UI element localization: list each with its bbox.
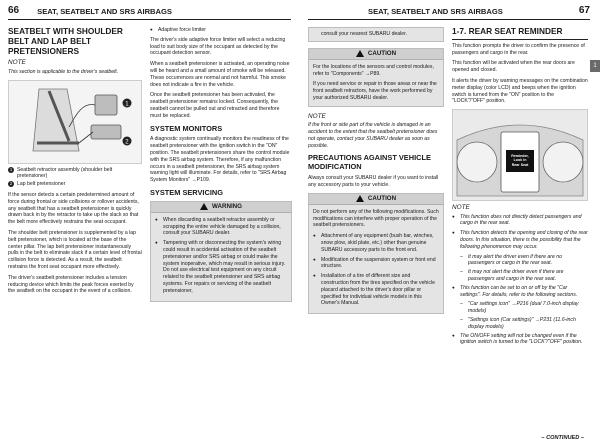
svg-text:2: 2	[125, 139, 129, 146]
caption-number-2: 2	[9, 181, 13, 187]
caution-bullet: ● Modification of the suspension system or front end structure.	[313, 257, 439, 271]
reminder-p3: It alerts the driver by warning messages on the combination meter display (color LCD) and beeps when the ignition switch is turned from the "ON" position to the "LOCK"/"OFF" position.	[452, 77, 588, 105]
left-page-header	[8, 0, 291, 20]
note-damage-text: If the front or side part of the vehicle is damaged in an accident to the extent that the seatbelt pretensioner does not operate, contact your SUBARU dealer as soon as possible.	[308, 122, 438, 149]
note-sub-item: – It may not alert the driver even if there are passengers and cargo in the rear seat.	[452, 269, 588, 283]
note-label: NOTE	[452, 204, 470, 212]
note-label: NOTE	[8, 59, 26, 67]
caution-header	[309, 49, 443, 60]
warning-box	[150, 201, 292, 302]
bullet-adaptive-force-limiter: ● Adaptive force limiter	[150, 27, 292, 34]
svg-text:1: 1	[125, 101, 129, 108]
left-column-1	[8, 27, 142, 299]
paragraph-tension-reducing: The driver's seatbelt pretensioner includes a tension reducing device which limits the peak forces exerted by the seatbelt on the occupant in the event of a collision.	[8, 274, 134, 295]
warning-header	[151, 202, 291, 213]
warning-label: WARNING	[212, 202, 242, 210]
caption-number-1: 1	[9, 166, 13, 172]
note-sub-item: – It may alert the driver even if there are no passengers or cargo in the rear seat.	[452, 254, 588, 268]
caption-retractor	[8, 167, 142, 181]
caution-service-text: If you need service or repair in those areas or near the front seatbelt retractors, have the work performed by your authorized SUBARU dealer.	[313, 81, 437, 101]
continued-footer: – CONTINUED –	[541, 435, 584, 441]
right-page	[300, 0, 600, 447]
paragraph-activation-noise: When a seatbelt pretensioner is activated, an operating noise will be heard and a small amount of smoke will be released. These occurrences are normal and not harmful. This smoke does not indicate a fire in the vehicle.	[150, 61, 290, 88]
system-monitors-title: SYSTEM MONITORS	[150, 123, 223, 133]
caution-icon	[356, 195, 364, 202]
display-line-1: Reminder,	[511, 154, 529, 159]
meter-display-illustration	[452, 109, 588, 201]
caution-label: CAUTION	[367, 194, 397, 202]
chapter-tab: 1	[590, 60, 600, 72]
caption-lap-belt-text: Lap belt pretensioner	[17, 181, 66, 188]
display-line-3: Rear Seat	[511, 162, 529, 167]
right-column-3	[308, 27, 444, 320]
note-sub-item: – "Car settings icon" →P216 (dual 7.0-inch display models)	[452, 301, 588, 315]
right-page-header	[308, 0, 590, 20]
section-title-pretensioners: SEATBELT WITH SHOULDER BELT AND LAP BELT PRETENSIONERS	[8, 26, 123, 56]
warning-bullet: ● When discarding a seatbelt retractor assembly or scrapping the entire vehicle damaged by a collision, consult your SUBARU dealer.	[155, 217, 287, 237]
caution-label: CAUTION	[367, 49, 397, 57]
note-label: NOTE	[308, 112, 326, 120]
caution-sensors-text: For the locations of the sensors and control modules, refer to "Components" →P89.	[313, 63, 434, 77]
note-bullet: ● The ON/OFF setting will not be changed even if the ignition switch is turned to the "LOCK"/"OFF" position.	[452, 333, 588, 347]
caution-box-sensors	[308, 48, 444, 107]
paragraph-sensor: If the sensor detects a certain predetermined amount of force during frontal or side collisions or rollover accidents, any seatbelt that has a seatbelt pretensioner is quickly drawn back in by the retractor to take up the slack so that the belt more effectively restrains the seat occupant.	[8, 191, 139, 226]
caution-bullet: ● Installation of a tire of different size and construction from the tires specified on the vehicle placard attached to the driver's door pillar or specified for individual vehicle models in this Owner's Manual.	[313, 273, 439, 307]
note-sub-item: – "Settings icon (Car settings)" →P231 (11.6-inch display models)	[452, 317, 588, 331]
note-bullet: ● This function does not directly detect passengers and cargo in the rear seat.	[452, 214, 588, 228]
paragraph-lap-belt: The shoulder belt pretensioner is supplemented by a lap belt pretensioner, which is located at the base of the center pillar. The lap belt pretensioner instantaneously pulls in the belt to eliminate slack if a certain level of frontal collision force is detected. As a result, the seatbelt restrains the front seat occupant more effectively.	[8, 229, 142, 270]
right-column-4	[452, 27, 588, 349]
caution-modification-text: Do not perform any of the following modifications. Such modifications can interfere with proper operation of the seatbelt pretensioners.	[313, 208, 439, 229]
caution-box-modification	[308, 193, 444, 314]
system-monitors-text: A diagnostic system continually monitors the readiness of the seatbelt pretensioner with the ignition switch in the "ON" position. The seatbelt pretensioners share the control module with the SRS airbag system. Therefore, if any malfunction occurs in a seatbelt pretensioner, the SRS airbag system warning light will illuminate. For details, refer to "SRS Airbag System Monitors" →P109.	[150, 136, 290, 184]
warning-continued-box	[308, 27, 444, 42]
seatbelt-diagram-icon	[9, 81, 141, 163]
left-column-2	[150, 27, 292, 308]
display-line-2: Look In	[513, 158, 527, 163]
adaptive-force-text: The driver's side adaptive force limiter will select a reducing load to suit body size of the occupant as detected by the occupant detection sensor.	[150, 36, 286, 57]
left-header-title: SEAT, SEATBELT AND SRS AIRBAGS	[37, 7, 172, 16]
precautions-text: Always consult your SUBARU dealer if you want to install any accessory parts to your vehicle.	[308, 175, 439, 188]
left-page-number: 66	[8, 5, 20, 16]
system-servicing-title: SYSTEM SERVICING	[150, 188, 223, 198]
right-page-number: 67	[578, 5, 590, 16]
rear-seat-reminder-title: 1-7. REAR SEAT REMINDER	[452, 27, 588, 40]
right-header-title: SEAT, SEATBELT AND SRS AIRBAGS	[368, 7, 503, 16]
caution-header	[309, 194, 443, 205]
caution-icon	[356, 50, 364, 57]
seatbelt-illustration	[8, 80, 142, 164]
note-bullet: ● This function can be set to on or off by the "Car settings". For details, refer to the following sections.	[452, 285, 588, 299]
paragraph-remains-locked: Once the seatbelt pretensioner has been activated, the seatbelt pretensioner remains locked. Consequently, the seatbelt cannot be pulled out and retracted and therefore must be replaced.	[150, 92, 280, 119]
warning-icon	[200, 203, 208, 210]
caption-retractor-text: Seatbelt retractor assembly (shoulder belt pretensioner)	[17, 166, 113, 180]
warning-bullet: ● Tampering with or disconnecting the system's wiring could result in accidental activation of the seatbelt pretensioner and/or SRS airbag or could make the system inoperative, which may result in serious injury. Do not use electrical test equipment on any circuit related to the seatbelt pretensioner and SRS airbag systems. For repairs or servicing of the seatbelt pretensioner,	[155, 240, 287, 294]
reminder-p2: This function will be activated when the rear doors are opened and closed.	[452, 60, 575, 74]
warning-continued-text: consult your nearest SUBARU dealer.	[321, 31, 408, 37]
precautions-title: PRECAUTIONS AGAINST VEHICLE MODIFICATION	[308, 153, 431, 172]
reminder-p1: This function prompts the driver to confirm the presence of passengers and cargo in the rear.	[452, 42, 585, 56]
note-bullet: ● This function detects the opening and closing of the rear doors. In this situation, there is the possibility that the following phenomenon may occur.	[452, 230, 588, 250]
caption-lap-belt	[8, 181, 142, 188]
caution-bullet: ● Attachment of any equipment (bush bar, winches, snow plow, skid plate, etc.) other than genuine SUBARU accessory parts to the front end.	[313, 233, 439, 253]
reminder-display-message	[506, 150, 534, 172]
note-text: This section is applicable to the driver's seatbelt.	[8, 68, 119, 75]
